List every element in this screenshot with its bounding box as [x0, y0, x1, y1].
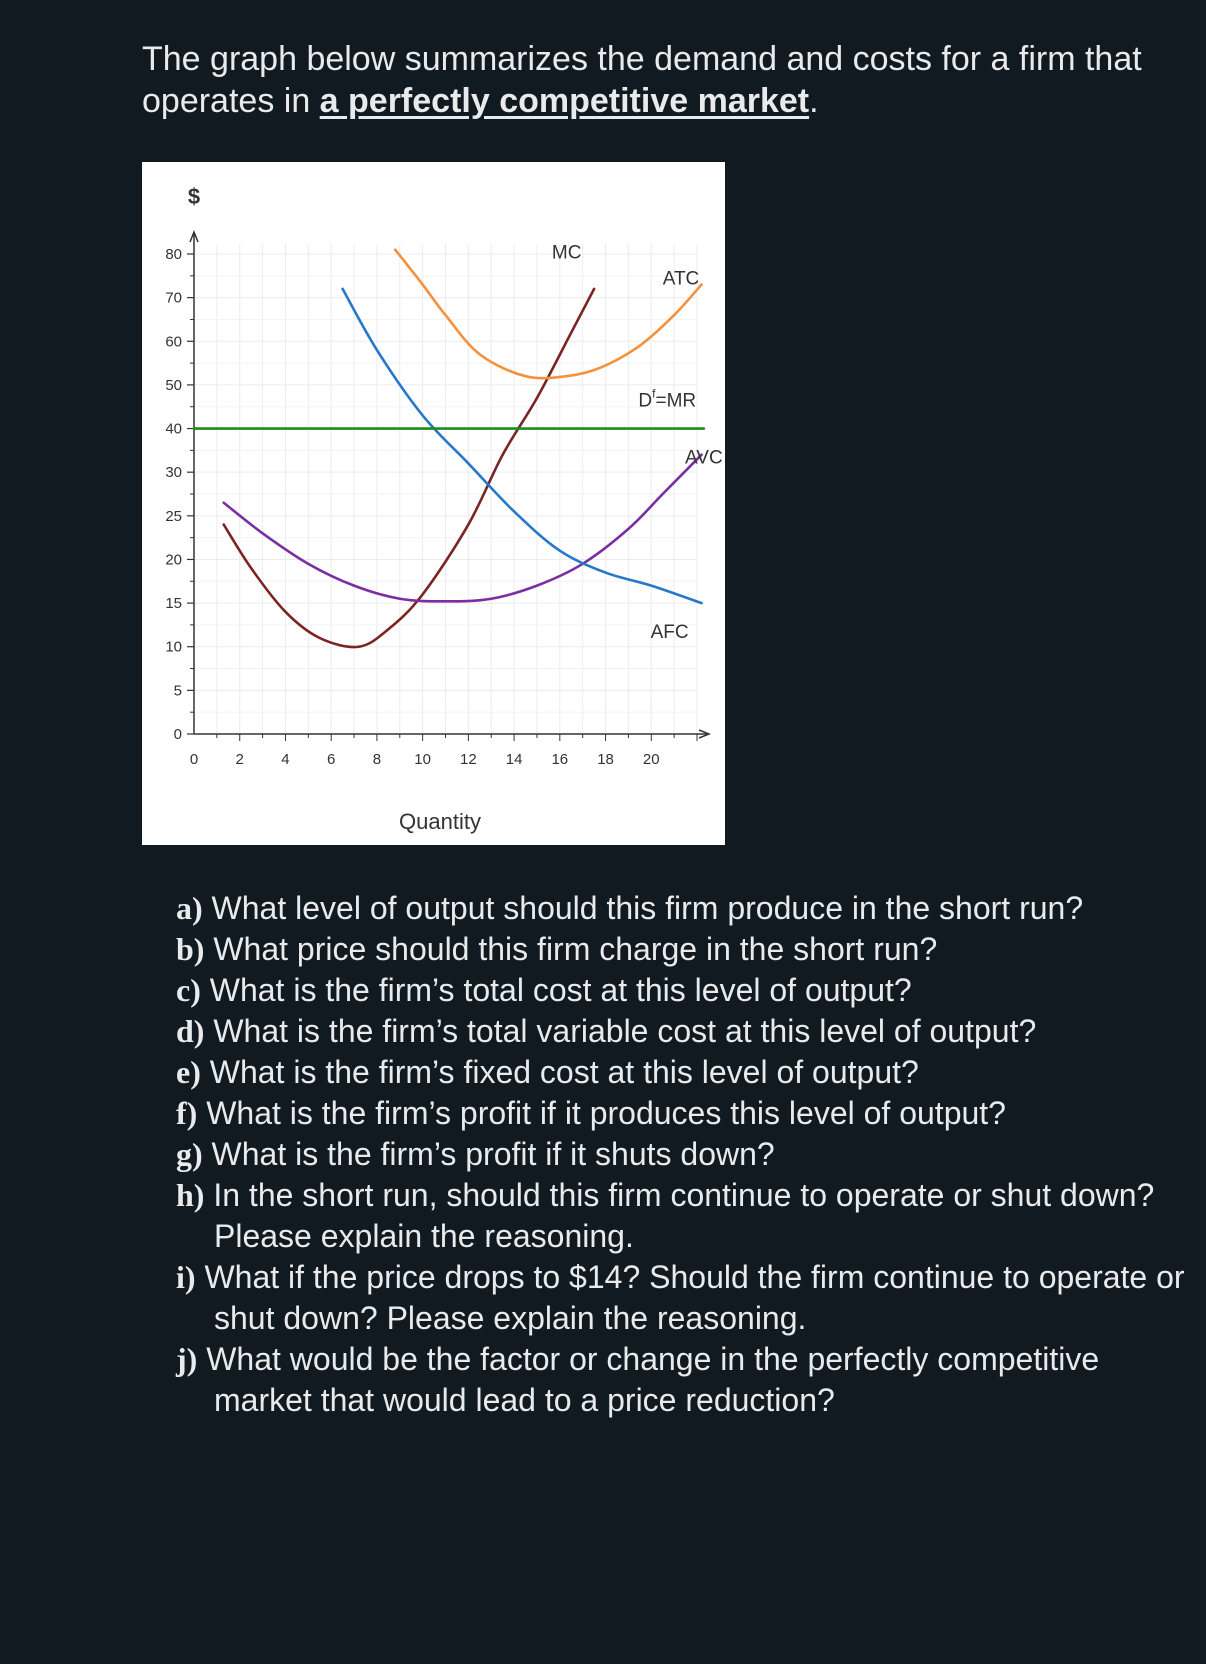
- question-item: [176, 1257, 1186, 1339]
- question-item: [176, 1052, 1186, 1093]
- question-item: [176, 1175, 1186, 1257]
- question-letter: i): [176, 1259, 196, 1295]
- y-axis-title: $: [187, 184, 201, 209]
- question-item: [176, 1339, 1186, 1421]
- question-text: What is the firm’s profit if it produces this level of output?: [206, 1095, 1006, 1131]
- x-tick-label: 0: [189, 751, 199, 768]
- curve-atc: [395, 250, 701, 379]
- question-text: What is the firm’s total variable cost at this level of output?: [213, 1013, 1037, 1049]
- intro-text: [142, 38, 1142, 122]
- cost-curves-chart: [142, 162, 725, 845]
- x-tick-label: 20: [642, 751, 660, 768]
- curve-label-afc: AFC: [650, 622, 689, 643]
- question-letter: e): [176, 1054, 201, 1090]
- x-tick-label: 6: [327, 751, 336, 768]
- curve-label-mr: $D^f=MR$: [638, 386, 697, 412]
- question-item: [176, 888, 1186, 929]
- question-text: What level of output should this firm produce in the short run?: [211, 890, 1084, 926]
- x-tick-label: 16: [551, 751, 569, 768]
- question-text: What is the firm’s total cost at this level of output?: [209, 972, 912, 1008]
- x-tick-label: 18: [597, 751, 614, 768]
- question-text: What is the firm’s profit if it shuts down?: [211, 1136, 775, 1172]
- question-letter: d): [176, 1013, 205, 1049]
- question-text: What would be the factor or change in the perfectly competitive market that would lead to a price reduction?: [206, 1341, 1100, 1418]
- y-tick-label: 40: [165, 420, 182, 438]
- question-text: In the short run, should this firm continue to operate or shut down? Please explain the reasoning.: [213, 1177, 1155, 1254]
- y-tick-label: 25: [165, 507, 182, 525]
- y-tick-label: 50: [165, 376, 182, 394]
- x-tick-label: 14: [505, 751, 523, 768]
- question-letter: b): [176, 931, 205, 967]
- question-letter: j): [176, 1341, 198, 1377]
- y-tick-label: 0: [173, 726, 182, 743]
- question-text: What price should this firm charge in the short run?: [213, 931, 938, 967]
- y-tick-label: 30: [165, 464, 182, 482]
- question-item: [176, 929, 1186, 970]
- curve-label-atc: ATC: [662, 268, 700, 290]
- x-tick-label: 4: [281, 751, 290, 768]
- y-tick-label: 20: [165, 551, 182, 569]
- curve-label-mc: MC: [551, 242, 582, 264]
- question-letter: h): [176, 1177, 205, 1213]
- x-tick-label: 12: [460, 751, 477, 768]
- question-item: [176, 1134, 1186, 1175]
- y-tick-label: 5: [173, 682, 182, 700]
- y-tick-label: 10: [165, 638, 182, 656]
- intro-lead: The graph below summarizes the demand and costs for a firm that operates in: [142, 40, 1142, 120]
- x-tick-label: 8: [372, 751, 382, 768]
- chart-svg: [142, 162, 725, 845]
- curve-mc: [224, 289, 594, 647]
- intro-emphasis: a perfectly competitive market: [319, 82, 810, 120]
- x-tick-label: 10: [414, 751, 431, 768]
- question-letter: a): [176, 890, 203, 926]
- question-item: [176, 970, 1186, 1011]
- x-axis-title: Quantity: [399, 809, 481, 834]
- question-item: [176, 1093, 1186, 1134]
- question-letter: c): [176, 972, 201, 1008]
- x-tick-label: 2: [235, 751, 244, 768]
- y-tick-label: 70: [165, 289, 182, 307]
- y-tick-label: 60: [165, 333, 182, 351]
- question-list: [176, 888, 1186, 1421]
- question-text: What if the price drops to $14? Should the firm continue to operate or shut down? Please explain the reasoning.: [204, 1259, 1185, 1336]
- question-item: [176, 1011, 1186, 1052]
- question-text: What is the firm’s fixed cost at this level of output?: [209, 1054, 919, 1090]
- intro-tail: .: [809, 82, 819, 120]
- question-letter: f): [176, 1095, 198, 1131]
- question-letter: g): [176, 1136, 203, 1172]
- curve-label-avc: AVC: [685, 447, 723, 469]
- curve-afc: [343, 289, 702, 603]
- y-tick-label: 80: [165, 246, 182, 263]
- y-tick-label: 15: [165, 595, 182, 613]
